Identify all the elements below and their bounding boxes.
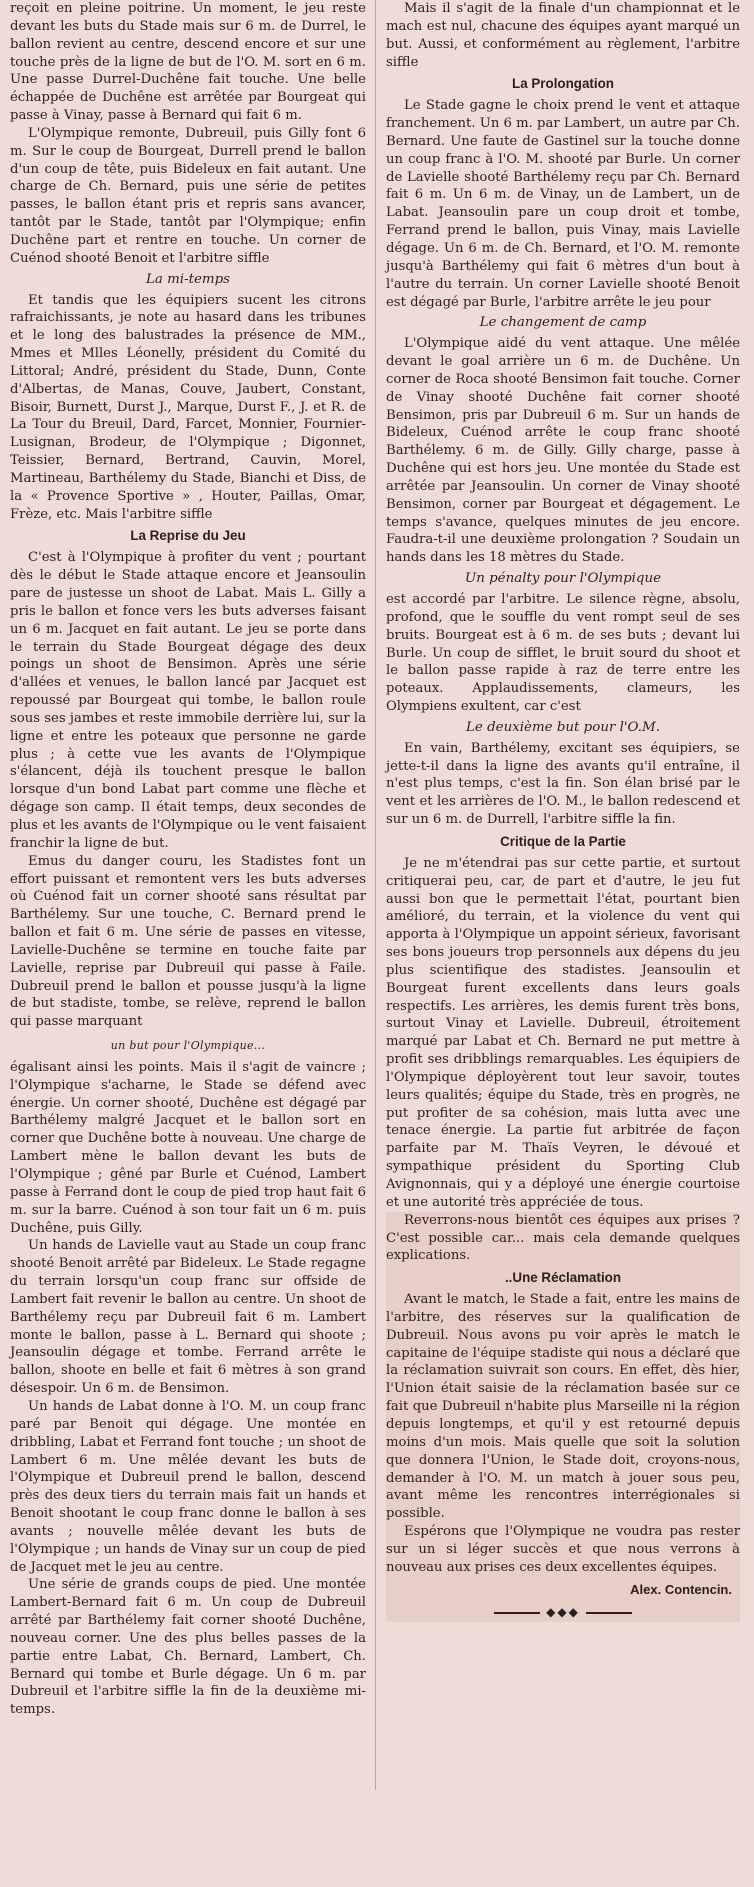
paragraph: Un hands de Lavielle vaut au Stade un coup franc shooté Benoit arrêté par Bideleux. Le Stade regagne du terrain lorsqu'un coup franc sur offside de Lambert fait revenir le ballon au centre. Un shoot de Barthélemy reçu par Dubreuil fait 6 m. Lambert monte le ballon, passe à L. Bernard qui shoote ; Jeansoulin dégage et tombe. Ferrand arrête le ballon, shoote en belle et fait 6 mètres à son grand désespoir. Un 6 m. de Bensimon. <box>10 1238 366 1397</box>
paragraph: Une série de grands coups de pied. Une montée Lambert-Bernard fait 6 m. Un coup de Dubreuil arrêté par Barthélemy fait corner shooté Duchêne, nouveau corner. Une des plus belles passes de la partie entre Labat, Ch. Bernard, Lambert, Ch. Bernard qui tombe et Burle dégage. Un 6 m. par Dubreuil et l'arbitre siffle la fin de la deuxième mi-temps. <box>10 1577 366 1718</box>
ornament-diamonds-icon: ◆◆◆ <box>546 1605 580 1620</box>
right-column <box>380 0 746 1622</box>
reclamation-block <box>386 1212 740 1623</box>
paragraph: L'Olympique remonte, Dubreuil, puis Gilly font 6 m. Sur le coup de Bourgeat, Durrell prend le ballon d'un coup de tête, puis Bideleux en fait autant. Une charge de Ch. Bernard, puis une série de petites passes, le ballon étant pris et repris sans avancer, tantôt par le Stade, tantôt par l'Olympique; enfin Duchêne part et rentre en touche. Un corner de Cuénod shooté Benoit et l'arbitre siffle <box>10 125 366 266</box>
section-heading-changement: Le changement de camp <box>479 315 647 331</box>
paragraph: C'est à l'Olympique à profiter du vent ; pourtant dès le début le Stade attaque encore et Jeansoulin pare de justesse un shoot de Labat. Mais L. Gilly a pris le ballon et fonce vers les buts adverses faisant un 6 m. Jacquet en fait autant. Le jeu se porte dans le terrain du Stade Bourgeat dégage des deux poings un shoot de Bensimon. Après une série d'allées et venues, le ballon lancé par Jacquet est repoussé par Bourgeat qui tombe, le ballon roule sous ses jambes et reste immobile derrière lui, sur la ligne et entre les poteaux que personne ne garde plus ; à cette vue les avants de l'Olympique s'élancent, déjà ils touchent presque le ballon lorsque d'un bond Labat part comme une flèche et dégage son camp. Il était temps, deux secondes de plus et les avants de l'Olympique ou le vent faisaient franchir la ligne de but. <box>10 550 366 851</box>
paragraph: L'Olympique aidé du vent attaque. Une mêlée devant le goal arrière un 6 m. de Duchêne. Un corner de Roca shooté Bensimon fait touche. Corner de Vinay shooté Duchêne fait corner shooté Bensimon, pris par Dubreuil 6 m. Sur un hands de Bideleux, Cuénod arrête le coup franc shooté Barthélemy. 6 m. de Gilly. Gilly charge, passe à Duchêne qui est hors jeu. Une montée du Stade est arrêtée par Jeansoulin. Un corner de Vinay shooté Bensimon, corner par Bourgeat et dégagement. Le temps s'avance, quelques minutes de jeu encore. Faudra-t-il une deuxième prolongation ? Soudain un hands dans les 18 mètres du Stade. <box>386 336 740 566</box>
section-heading-but: un but pour l'Olympique... <box>110 1039 266 1053</box>
column-divider <box>375 0 376 1790</box>
paragraph: reçoit en pleine poitrine. Un moment, le jeu reste devant les buts du Stade mais sur 6 m. de Durrel, le ballon revient au centre, descend encore et sur une touche près de la ligne de but de l'O. M. sort en 6 m. Une passe Durrel-Duchêne fait touche. Une belle échappée de Duchêne est arrêtée par Bourgeat qui passe à Vinay, passe à Bernard qui fait 6 m. <box>10 1 366 124</box>
section-heading-prolongation: La Prolongation <box>512 76 614 92</box>
section-heading-penalty: Un pénalty pour l'Olympique <box>464 571 662 587</box>
author-signature: Alex. Contencin. <box>630 1581 732 1597</box>
paragraph: égalisant ainsi les points. Mais il s'agit de vaincre ; l'Olympique s'acharne, le Stade se défend avec énergie. Un corner shooté, Duchêne est dégagé par Barthélemy malgré Jacquet et le ballon sort en corner que Duchêne botte à nouveau. Une charge de Lambert mène le ballon devant les buts de l'Olympique ; gêné par Burle et Cuénod, Lambert passe à Ferrand dont le coup de pied trop haut fait 6 m. sur la barre. Cuénod à son tour fait un 6 m. puis Duchêne, puis Gilly. <box>10 1059 366 1236</box>
paragraph: Un hands de Labat donne à l'O. M. un coup franc paré par Benoit qui dégage. Une montée en dribbling, Labat et Ferrand font touche ; un shoot de Lambert 6 m. Une mêlée devant les buts de l'Olympique et Dubreuil prend le ballon, descend près des deux tiers du terrain mais fait un hands et Benoit shootant le coup franc donne le ballon à ses avants ; nouvelle mêlée devant les buts de l'Olympique ; un hands de Vinay sur un coup de pied de Jacquet met le jeu au centre. <box>10 1398 366 1575</box>
ornament-line-left <box>494 1612 540 1614</box>
ornament-line-right <box>586 1612 632 1614</box>
paragraph: En vain, Barthélemy, excitant ses équipiers, se jette-t-il dans la ligne des avants qu'il entraîne, il n'est plus temps, c'est la fin. Son élan brisé par le vent et les arrières de l'O. M., le ballon redescend et sur un 6 m. de Durrell, l'arbitre siffle la fin. <box>386 740 740 828</box>
paragraph: Je ne m'étendrai pas sur cette partie, et surtout critiquerai peu, car, de part et d'autre, le jeu fut aussi bon que le permettait l'état, pourtant bien amélioré, du terrain, et la violence du vent qui apporta à l'Olympique un appoint sérieux, favorisant ses bons joueurs trop personnels aux dépens du jeu plus scientifique des stadistes. Jeansoulin et Bourgeat furent excellents dans leurs goals respectifs. Les arrières, les demis furent très bons, surtout Vinay et Lavielle. Dubreuil, étroitement marqué par Labat et Ch. Bernard ne put mettre à profit ses dribblings remarquables. Les équipiers de l'Olympique déployèrent tout leur savoir, toutes leurs qualités; équipe du Stade, très en progrès, ne put profiter de sa cohésion, mais lutta avec une tenace énergie. La partie fut arbitrée de façon parfaite par M. Thaïs Veyren, le dévoué et sympathique président du Sporting Club Avignonnais, qui y a déployé une énergie courtoise et une autorité très appréciée de tous. <box>386 855 740 1210</box>
section-heading-reclamation: ..Une Réclamation <box>504 1270 622 1286</box>
paragraph: est accordé par l'arbitre. Le silence règne, absolu, profond, que le souffle du vent rompt seul de ses bruits. Bourgeat est à 6 m. de ses buts ; devant lui Burle. Un coup de sifflet, le bruit sourd du shoot et le ballon passe rapide à raz de terre entre les poteaux. Applaudissements, clameurs, les Olympiens exultent, car c'est <box>386 592 740 715</box>
section-heading-critique: Critique de la Partie <box>500 833 626 849</box>
paragraph: Espérons que l'Olympique ne voudra pas rester sur un si léger succès et que nous verrons à nouveau aux prises ces deux excellentes équipes. <box>386 1524 740 1575</box>
paragraph: Reverrons-nous bientôt ces équipes aux prises ? C'est possible car... mais cela demande quelques explications. <box>386 1212 740 1264</box>
section-heading-reprise: La Reprise du Jeu <box>130 528 246 544</box>
paragraph: Emus du danger couru, les Stadistes font un effort puissant et remontent vers les buts adverses où Cuénod fait un corner shooté sans résultat par Barthélemy. Sur une touche, C. Bernard prend le ballon et fait 6 m. Une série de passes en vitesse, Lavielle-Duchêne se termine en touche faite par Lavielle, reprise par Dubreuil qui passe à Faile. Dubreuil prend le ballon et pousse jusqu'à la ligne de but stadiste, tombe, se relève, reprend le ballon qui passe marquant <box>10 853 366 1030</box>
end-ornament <box>386 1604 740 1622</box>
paragraph: Le Stade gagne le choix prend le vent et attaque franchement. Un 6 m. par Lambert, un autre par Ch. Bernard. Une faute de Gastinel sur la touche donne un coup franc à l'O. M. shooté par Burle. Un corner de Lavielle shooté Barthélemy reçu par Ch. Bernard fait 6 m. Un 6 m. de Vinay, un de Lambert, un de Labat. Jeansoulin pare un coup droit et tombe, Ferrand prend le ballon, puis Vinay, mais Lavielle dégage. Un 6 m. de Ch. Bernard, et l'O. M. remonte jusqu'à Barthélemy qui fait 6 mètres d'un bout à l'autre du terrain. Un corner Lavielle shooté Benoit est dégagé par Burle, l'arbitre arrête le jeu pour <box>386 98 740 310</box>
paragraph: Avant le match, le Stade a fait, entre les mains de l'arbitre, des réserves sur la qualification de Dubreuil. Nous avons pu voir après le match le capitaine de l'équipe stadiste qui nous a déclaré que la réclamation suivrait son cours. En effet, dès hier, l'Union était saisie de la réclamation basée sur ce fait que Dubreuil n'habite plus Marseille ni la région depuis longtemps, et qu'il y est retourné depuis moins d'un mois. Mais quelle que soit la solution que donnera l'Union, le Stade doit, croyons-nous, demander à l'O. M. un match à jouer sous peu, avant même les rencontres interrégionales si possible. <box>386 1292 740 1522</box>
paragraph: Mais il s'agit de la finale d'un championnat et le mach est nul, chacune des équipes ayant marqué un but. Aussi, et conformément au règlement, l'arbitre siffle <box>386 1 740 70</box>
section-heading-deuxieme-but: Le deuxième but pour l'O.M. <box>466 719 660 735</box>
paragraph: Et tandis que les équipiers sucent les citrons rafraichissants, je note au hasard dans les tribunes et le long des balustrades la présence de MM., Mmes et Mlles Léonelly, président du Comité du Littoral; André, président du Stade, Dunn, Conte d'Albertas, de Manas, Couve, Jaubert, Constant, Bisoir, Burnett, Durst J., Marque, Durst F., J. et R. de La Tour du Breuil, Dard, Farcet, Monnier, Fournier-Lusignan, Brodeur, de l'Olympique ; Digonnet, Teissier, Bernard, Bertrand, Cauvin, Morel, Martineau, Barthélemy du Stade, Bianchi et Diss, de la « Provence Sportive » , Houter, Paillas, Omar, Frèze, etc. Mais l'arbitre siffle <box>10 292 366 522</box>
left-column <box>4 0 372 1719</box>
section-heading-mi-temps: La mi-temps <box>145 271 231 287</box>
